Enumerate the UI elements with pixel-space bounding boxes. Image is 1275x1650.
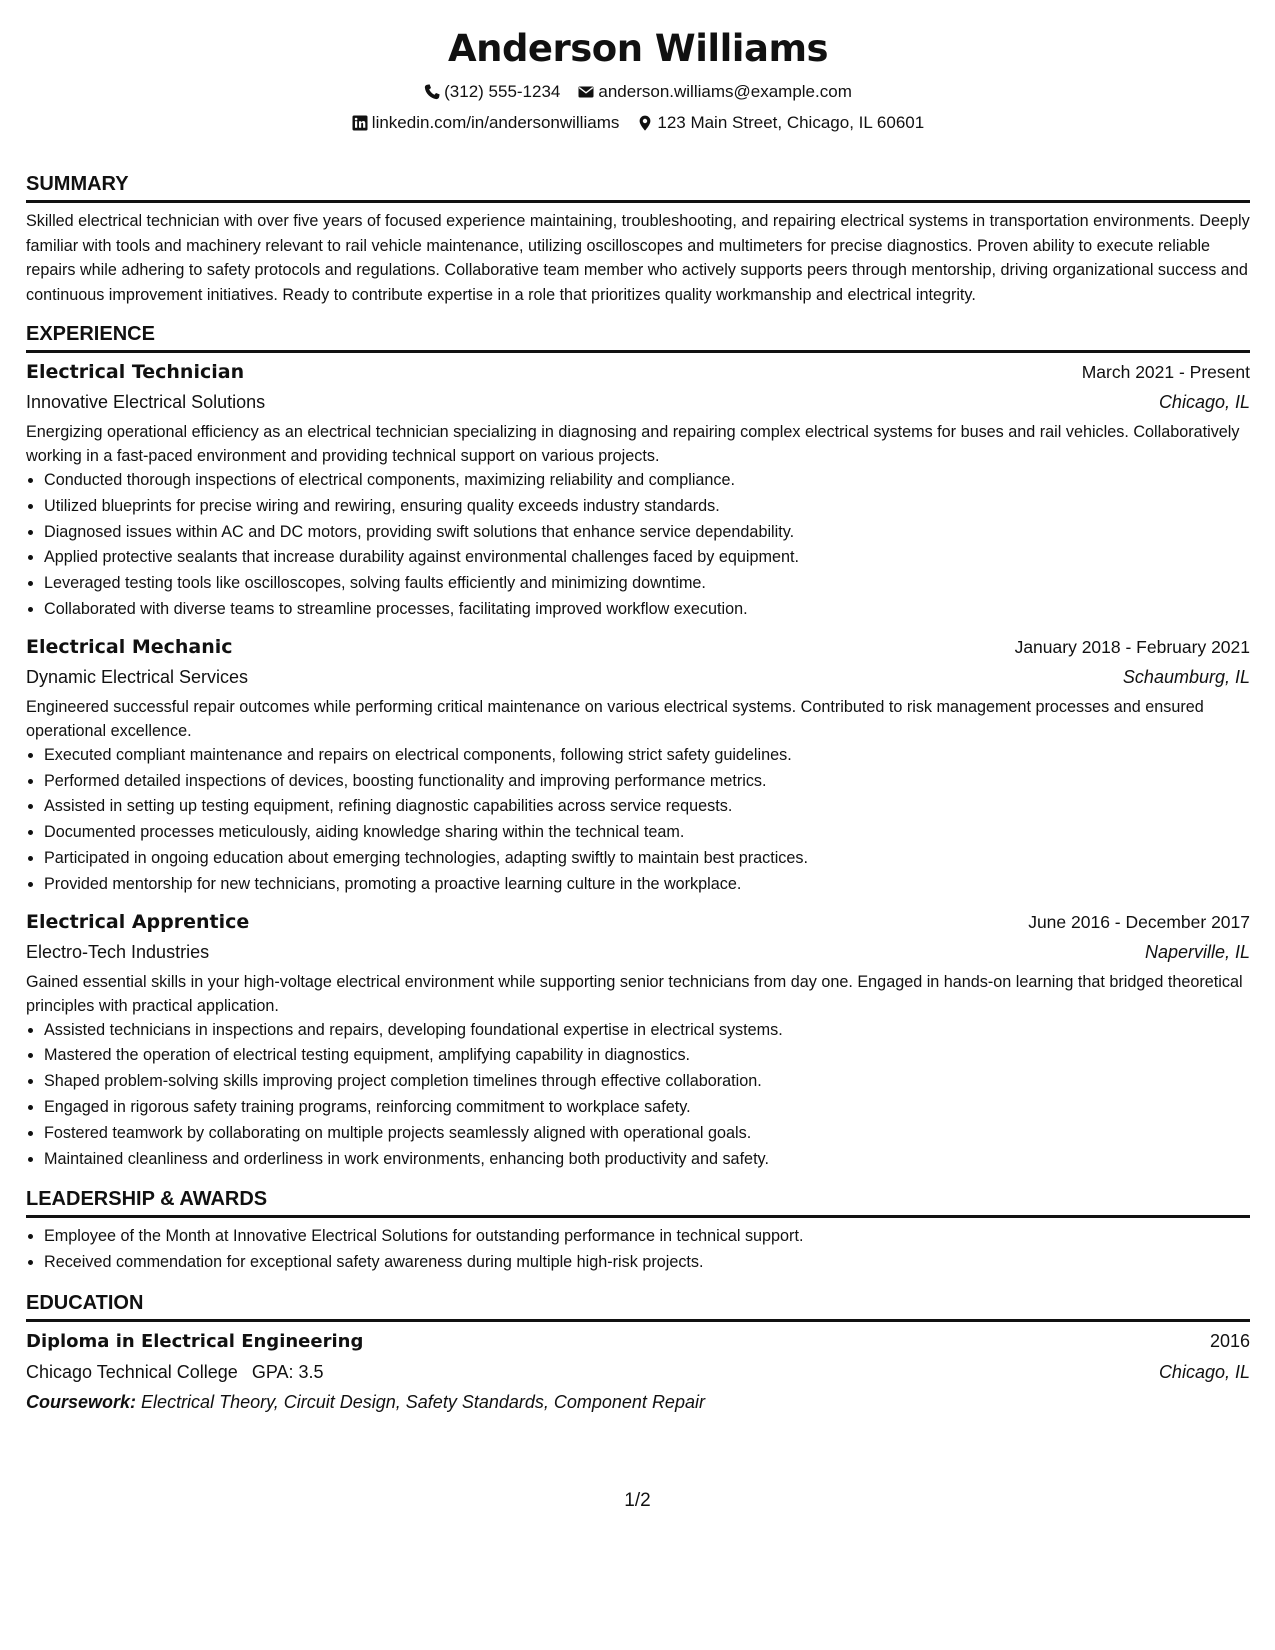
linkedin-icon bbox=[352, 115, 368, 131]
job-description: Engineered successful repair outcomes while performing critical maintenance on various electrical systems. Contributed to risk management processes and ensured operational excellence. bbox=[26, 697, 1204, 740]
job-subheader bbox=[26, 937, 1250, 967]
coursework-list: Electrical Theory, Circuit Design, Safety Standards, Component Repair bbox=[141, 1391, 705, 1412]
job-location: Chicago, IL bbox=[1158, 392, 1250, 412]
list-item: • Fostered teamwork by collaborating on multiple projects seamlessly aligned with operational goals. bbox=[44, 1121, 1250, 1147]
experience-heading: EXPERIENCE bbox=[26, 321, 1250, 353]
coursework-label: Coursework: bbox=[26, 1391, 137, 1412]
gpa: GPA: 3.5 bbox=[251, 1361, 324, 1382]
list-item: • Applied protective sealants that increase durability against environmental challenges faced by equipment. bbox=[44, 545, 1250, 571]
school-location: Chicago, IL bbox=[1158, 1361, 1250, 1382]
list-item: • Documented processes meticulously, aiding knowledge sharing within the technical team. bbox=[44, 820, 1250, 846]
phone-number: (312) 555-1234 bbox=[444, 82, 561, 101]
list-item: • Employee of the Month at Innovative Electrical Solutions for outstanding performance in technical support. bbox=[44, 1224, 1250, 1250]
list-item: • Assisted technicians in inspections and repairs, developing foundational expertise in electrical systems. bbox=[44, 1018, 1250, 1044]
list-item: • Mastered the operation of electrical testing equipment, amplifying capability in diagnostics. bbox=[44, 1043, 1250, 1069]
job-description: Gained essential skills in your high-voltage electrical environment while supporting senior technicians from day one. Engaged in hands-on learning that bridged theoretical principles with practical application. bbox=[26, 972, 1243, 1015]
page-number: 1/2 bbox=[624, 1490, 651, 1511]
job-header bbox=[26, 357, 1250, 387]
education-section bbox=[26, 1290, 1250, 1417]
job-bullets bbox=[26, 1018, 1250, 1173]
job-header bbox=[26, 907, 1250, 937]
list-item: • Participated in ongoing education about emerging technologies, adapting swiftly to maintain best practices. bbox=[44, 846, 1250, 872]
list-item: • Performed detailed inspections of devices, boosting functionality and improving performance metrics. bbox=[44, 769, 1250, 795]
leadership-bullets bbox=[26, 1224, 1250, 1276]
street-address: 123 Main Street, Chicago, IL 60601 bbox=[657, 113, 925, 132]
list-item: • Maintained cleanliness and orderliness in work environments, enhancing both productivity and safety. bbox=[44, 1147, 1250, 1173]
experience-section bbox=[26, 321, 1250, 1172]
list-item: • Executed compliant maintenance and repairs on electrical components, following strict safety guidelines. bbox=[44, 743, 1250, 769]
coursework bbox=[26, 1387, 1250, 1417]
leadership-section bbox=[26, 1186, 1250, 1276]
school-name: Chicago Technical College bbox=[26, 1361, 238, 1382]
education-heading: EDUCATION bbox=[26, 1290, 1250, 1322]
job-title: Electrical Apprentice bbox=[26, 910, 250, 933]
job-dates: March 2021 - Present bbox=[1081, 362, 1250, 382]
job-dates: January 2018 - February 2021 bbox=[1014, 636, 1250, 657]
degree-name: Diploma in Electrical Engineering bbox=[26, 1330, 364, 1352]
job-entry bbox=[26, 632, 1250, 898]
email-address[interactable]: anderson.williams@example.com bbox=[598, 82, 852, 101]
linkedin-contact[interactable] bbox=[352, 107, 620, 138]
summary-section bbox=[26, 171, 1250, 307]
contact-row-secondary bbox=[26, 107, 1250, 138]
email-contact[interactable] bbox=[578, 76, 851, 107]
job-title: Electrical Technician bbox=[26, 361, 245, 383]
job-company: Dynamic Electrical Services bbox=[26, 666, 249, 687]
candidate-name: Anderson Williams bbox=[447, 27, 829, 70]
summary-heading: SUMMARY bbox=[26, 171, 1250, 203]
job-company: Innovative Electrical Solutions bbox=[26, 392, 266, 412]
job-entry bbox=[26, 357, 1250, 623]
map-pin-icon bbox=[637, 115, 653, 131]
job-location: Naperville, IL bbox=[1144, 941, 1250, 962]
job-entry bbox=[26, 907, 1250, 1173]
list-item: • Received commendation for exceptional safety awareness during multiple high-risk projects. bbox=[44, 1250, 1250, 1276]
job-description: Energizing operational efficiency as an electrical technician specializing in diagnosing and repairing complex electrical systems for buses and rail vehicles. Collaboratively working in a fast-paced environment and providing technical support on various projects. bbox=[26, 423, 1240, 465]
list-item: • Conducted thorough inspections of electrical components, maximizing reliability and compliance. bbox=[44, 468, 1250, 494]
job-title: Electrical Mechanic bbox=[26, 635, 233, 658]
list-item: • Leveraged testing tools like oscilloscopes, solving faults efficiently and minimizing downtime. bbox=[44, 571, 1250, 597]
job-location: Schaumburg, IL bbox=[1122, 666, 1250, 687]
list-item: • Diagnosed issues within AC and DC motors, providing swift solutions that enhance service dependability. bbox=[44, 520, 1250, 546]
address-contact bbox=[637, 107, 924, 138]
list-item: • Utilized blueprints for precise wiring and rewiring, ensuring quality exceeds industry standards. bbox=[44, 494, 1250, 520]
resume-page bbox=[26, 0, 1250, 1417]
job-subheader bbox=[26, 387, 1250, 417]
job-subheader bbox=[26, 662, 1250, 692]
job-dates: June 2016 - December 2017 bbox=[1028, 911, 1250, 932]
job-bullets bbox=[26, 743, 1250, 898]
job-company: Electro-Tech Industries bbox=[26, 941, 210, 962]
phone-icon bbox=[424, 84, 440, 100]
contact-row-primary bbox=[26, 76, 1250, 107]
list-item: • Engaged in rigorous safety training programs, reinforcing commitment to workplace safety. bbox=[44, 1095, 1250, 1121]
leadership-heading: LEADERSHIP & AWARDS bbox=[26, 1186, 1250, 1218]
phone-contact bbox=[424, 76, 560, 107]
job-bullets bbox=[26, 468, 1250, 623]
list-item: • Shaped problem-solving skills improving project completion timelines through effective collaboration. bbox=[44, 1069, 1250, 1095]
envelope-icon bbox=[578, 84, 594, 100]
resume-header bbox=[26, 0, 1250, 138]
list-item: • Collaborated with diverse teams to streamline processes, facilitating improved workflow execution. bbox=[44, 597, 1250, 623]
list-item: • Provided mentorship for new technicians, promoting a proactive learning culture in the workplace. bbox=[44, 872, 1250, 898]
linkedin-url[interactable]: linkedin.com/in/andersonwilliams bbox=[371, 113, 620, 132]
education-header bbox=[26, 1326, 1250, 1357]
education-subheader bbox=[26, 1357, 1250, 1387]
list-item: • Assisted in setting up testing equipment, refining diagnostic capabilities across service requests. bbox=[44, 794, 1250, 820]
summary-text: Skilled electrical technician with over five years of focused experience maintaining, troubleshooting, and repairing electrical systems in transportation environments. Deeply familiar with tools and machinery relevant to rail vehicle maintenance, utilizing oscilloscopes and multimeters for precise diagnostics. Proven ability to execute reliable repairs while adhering to safety protocols and regulations. Collaborative team member who actively supports peers through mentorship, driving organizational success and continuous improvement initiatives. Ready to contribute expertise in a role that prioritizes quality workmanship and electrical integrity. bbox=[26, 212, 1250, 304]
job-header bbox=[26, 632, 1250, 662]
graduation-year: 2016 bbox=[1209, 1330, 1250, 1351]
school-info bbox=[26, 1357, 324, 1387]
